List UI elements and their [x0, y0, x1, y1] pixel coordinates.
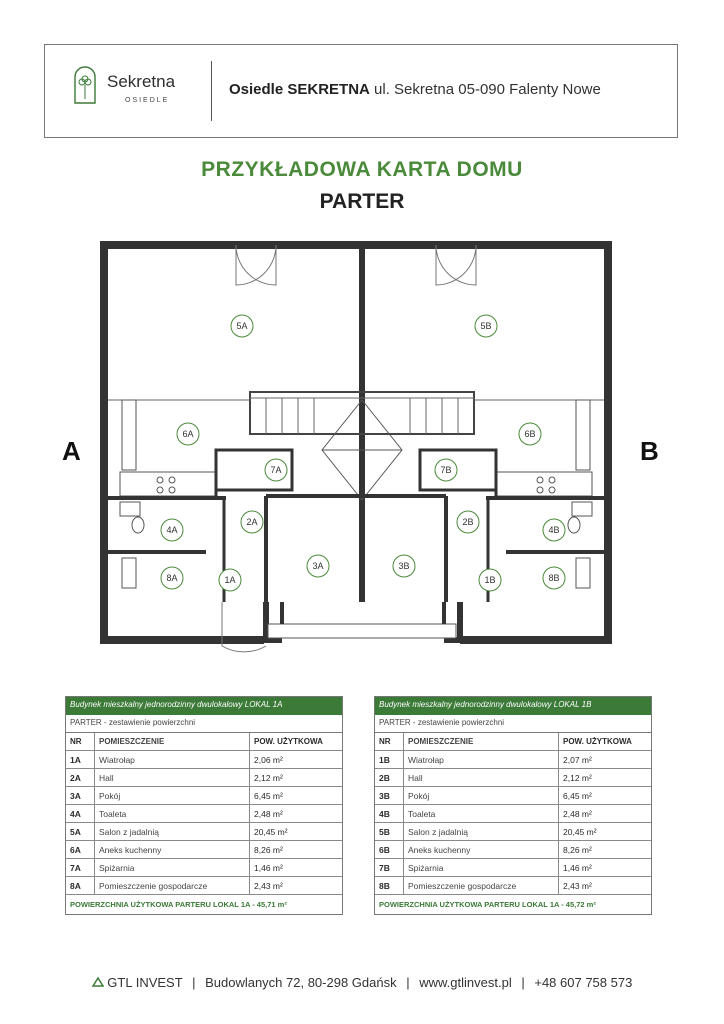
cell-area: 8,26 m² — [559, 841, 652, 859]
cell-nr: 3B — [375, 787, 404, 805]
table-row — [375, 769, 651, 787]
cell-room: Salon z jadalnią — [95, 823, 250, 841]
side-label-a: A — [62, 436, 81, 466]
table-row — [66, 769, 342, 787]
table-row — [66, 823, 342, 841]
cell-area: 2,12 m² — [250, 769, 343, 787]
cell-area: 2,43 m² — [250, 877, 343, 895]
room-label-7a: 7A — [270, 465, 282, 475]
cell-area: 20,45 m² — [559, 823, 652, 841]
table-subtitle: PARTER - zestawienie powierzchni — [66, 715, 342, 733]
table-row — [375, 823, 651, 841]
footer-website[interactable]: www.gtlinvest.pl — [419, 975, 512, 990]
brand-name: Sekretna — [107, 72, 176, 91]
col-header-room: POMIESZCZENIE — [404, 733, 559, 751]
cell-room: Salon z jadalnią — [404, 823, 559, 841]
cell-area: 6,45 m² — [559, 787, 652, 805]
room-label-1b: 1B — [484, 575, 496, 585]
cell-room: Wiatrołap — [404, 751, 559, 769]
page-title: PRZYKŁADOWA KARTA DOMU — [201, 158, 523, 181]
cell-area: 2,48 m² — [559, 805, 652, 823]
table-row — [66, 859, 342, 877]
cell-area: 8,26 m² — [250, 841, 343, 859]
cell-room: Wiatrołap — [95, 751, 250, 769]
cell-area: 6,45 m² — [250, 787, 343, 805]
table-row — [66, 805, 342, 823]
cell-nr: 6B — [375, 841, 404, 859]
footer: GTL INVEST | Budowlanych 72, 80-298 Gdańsk | www.gtlinvest.pl | +48 607 758 573 — [0, 975, 724, 990]
cell-area: 2,48 m² — [250, 805, 343, 823]
table-row — [66, 751, 342, 769]
room-label-5a: 5A — [236, 321, 248, 331]
cell-area: 2,12 m² — [559, 769, 652, 787]
col-header-room: POMIESZCZENIE — [95, 733, 250, 751]
table-row — [375, 751, 651, 769]
cell-room: Pomieszczenie gospodarcze — [404, 877, 559, 895]
cell-nr: 2B — [375, 769, 404, 787]
brand-subtitle: OSIEDLE — [125, 97, 170, 104]
col-header-area: POW. UŻYTKOWA — [559, 733, 652, 751]
floor-plan — [56, 240, 616, 660]
cell-nr: 2A — [66, 769, 95, 787]
room-label-8a: 8A — [166, 573, 178, 583]
footer-phone[interactable]: +48 607 758 573 — [534, 975, 633, 990]
cell-nr: 8A — [66, 877, 95, 895]
cell-nr: 1A — [66, 751, 95, 769]
table-row — [66, 877, 342, 895]
room-label-3a: 3A — [312, 561, 324, 571]
table-row — [375, 859, 651, 877]
table-row — [375, 841, 651, 859]
room-label-4b: 4B — [548, 525, 560, 535]
logo-icon — [73, 65, 97, 105]
room-label-4a: 4A — [166, 525, 178, 535]
cell-nr: 8B — [375, 877, 404, 895]
side-label-b: B — [640, 436, 659, 466]
cell-nr: 7A — [66, 859, 95, 877]
area-table-a — [65, 696, 343, 915]
room-label-5b: 5B — [480, 321, 492, 331]
cell-area: 2,06 m² — [250, 751, 343, 769]
cell-room: Aneks kuchenny — [95, 841, 250, 859]
col-header-nr: NR — [375, 733, 404, 751]
table-subtitle: PARTER - zestawienie powierzchni — [375, 715, 651, 733]
table-row — [375, 877, 651, 895]
room-label-2b: 2B — [462, 517, 474, 527]
cell-room: Spiżarnia — [95, 859, 250, 877]
cell-nr: 4B — [375, 805, 404, 823]
table-title: Budynek mieszkalny jednorodzinny dwulokalowy LOKAL 1A — [66, 697, 342, 715]
cell-room: Spiżarnia — [404, 859, 559, 877]
header-divider — [211, 61, 212, 121]
table-total: POWIERZCHNIA UŻYTKOWA PARTERU LOKAL 1A - 45,72 m² — [379, 900, 596, 909]
cell-room: Pokój — [404, 787, 559, 805]
cell-room: Toaleta — [95, 805, 250, 823]
cell-area: 20,45 m² — [250, 823, 343, 841]
cell-room: Hall — [95, 769, 250, 787]
cell-nr: 6A — [66, 841, 95, 859]
cell-room: Hall — [404, 769, 559, 787]
address-bold: Osiedle SEKRETNA — [229, 81, 370, 98]
table-total: POWIERZCHNIA UŻYTKOWA PARTERU LOKAL 1A - 45,71 m² — [70, 900, 287, 909]
cell-area: 1,46 m² — [559, 859, 652, 877]
cell-area: 2,07 m² — [559, 751, 652, 769]
footer-company: GTL INVEST — [107, 975, 183, 990]
gtl-logo-icon — [92, 976, 104, 988]
room-label-8b: 8B — [548, 573, 560, 583]
cell-nr: 5A — [66, 823, 95, 841]
cell-nr: 5B — [375, 823, 404, 841]
address-line — [229, 81, 601, 98]
room-label-2a: 2A — [246, 517, 258, 527]
cell-room: Toaleta — [404, 805, 559, 823]
area-table-b — [374, 696, 652, 915]
room-label-7b: 7B — [440, 465, 452, 475]
table-row — [66, 841, 342, 859]
cell-nr: 4A — [66, 805, 95, 823]
page-subtitle: PARTER — [319, 190, 405, 213]
cell-area: 1,46 m² — [250, 859, 343, 877]
col-header-area: POW. UŻYTKOWA — [250, 733, 343, 751]
table-row — [375, 805, 651, 823]
cell-room: Pokój — [95, 787, 250, 805]
room-label-6b: 6B — [524, 429, 536, 439]
cell-area: 2,43 m² — [559, 877, 652, 895]
table-row — [66, 787, 342, 805]
table-title: Budynek mieszkalny jednorodzinny dwulokalowy LOKAL 1B — [375, 697, 651, 715]
cell-nr: 7B — [375, 859, 404, 877]
room-label-1a: 1A — [224, 575, 236, 585]
header-box — [44, 44, 678, 138]
table-row — [375, 787, 651, 805]
col-header-nr: NR — [66, 733, 95, 751]
cell-room: Aneks kuchenny — [404, 841, 559, 859]
cell-room: Pomieszczenie gospodarcze — [95, 877, 250, 895]
address-rest: ul. Sekretna 05-090 Falenty Nowe — [374, 81, 601, 98]
footer-address: Budowlanych 72, 80-298 Gdańsk — [205, 975, 397, 990]
cell-nr: 3A — [66, 787, 95, 805]
cell-nr: 1B — [375, 751, 404, 769]
room-label-6a: 6A — [182, 429, 194, 439]
room-label-3b: 3B — [398, 561, 410, 571]
